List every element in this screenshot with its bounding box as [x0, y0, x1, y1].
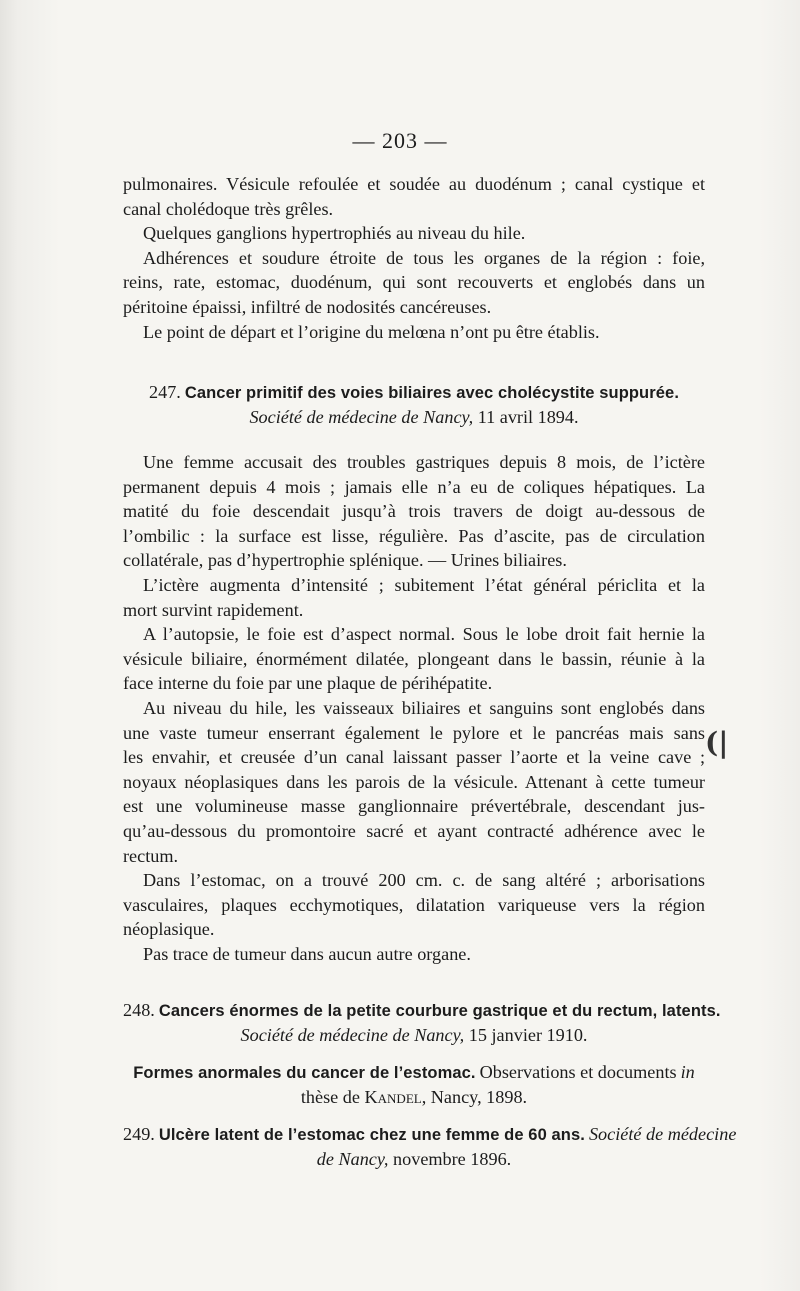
- text-line: mort survint rapidement.: [123, 599, 304, 620]
- page-number: — 203 —: [352, 128, 448, 153]
- case-number: 248.: [123, 1000, 155, 1020]
- formes-heading: [123, 1060, 705, 1109]
- text-line: face interne du foie par une plaque de périhépatite.: [123, 673, 493, 694]
- text-line: vésicule biliaire, énormément dilatée, plongeant dans le bassin, réunie à la: [123, 648, 705, 669]
- text-line: Une femme accusait des troubles gastriques depuis 8 mois, de l’ictère: [143, 452, 705, 472]
- case-date: novembre 1896.: [393, 1148, 512, 1169]
- text-line: Au niveau du hile, les vaisseaux biliaires et sanguins sont englobés dans: [143, 697, 705, 718]
- case-248-heading: [123, 998, 721, 1047]
- text-line: Quelques ganglions hypertrophiés au niveau du hile.: [143, 223, 526, 244]
- text-line: péritoine épaissi, infiltré de nodosités cancéreuses.: [123, 296, 492, 317]
- case-source-cont: de Nancy,: [316, 1148, 389, 1169]
- intro-paragraph: [123, 172, 705, 344]
- formes-in: in: [680, 1062, 695, 1082]
- text-line: canal cholédoque très grêles.: [123, 198, 334, 219]
- case-source: Société de médecine de Nancy,: [240, 1024, 465, 1045]
- text-line: noyaux néoplasiques dans les parois de la vésicule. Attenant à cette tumeur: [123, 771, 705, 792]
- text-line: L’ictère augmenta d’intensité ; subitement l’état général périclita et la: [143, 574, 705, 595]
- case-249-heading: [123, 1122, 737, 1171]
- these-prefix: thèse de: [300, 1086, 360, 1107]
- text-line: Le point de départ et l’origine du melœna n’ont pu être établis.: [143, 321, 600, 342]
- text-line: collatérale, pas d’hypertrophie splénique. — Urines biliaires.: [123, 550, 567, 571]
- text-line: est une volumineuse masse ganglionnaire prévertébrale, descendant jus-: [123, 796, 705, 817]
- formes-title: Formes anormales du cancer de l’estomac.: [133, 1064, 476, 1082]
- text-line: reins, rate, estomac, duodénum, qui sont recouverts et englobés dans un: [123, 272, 705, 293]
- text-line: vasculaires, plaques ecchymotiques, dilatation variqueuse vers la région: [123, 894, 705, 915]
- text-line: A l’autopsie, le foie est d’aspect normal. Sous le lobe droit fait hernie la: [143, 624, 705, 645]
- case-247-heading: [123, 380, 705, 429]
- case-date: 11 avril 1894.: [477, 406, 579, 427]
- text-line: Pas trace de tumeur dans aucun autre organe.: [143, 943, 471, 964]
- text-line: l’ombilic : la surface est lisse, régulière. Pas d’ascite, pas de circulation: [123, 525, 705, 546]
- case-247-body: [123, 450, 705, 966]
- these-suffix: , Nancy, 1898.: [421, 1086, 528, 1107]
- case-title: Ulcère latent de l’estomac chez une femme de 60 ans.: [158, 1126, 585, 1144]
- these-author: Kandel: [364, 1086, 422, 1107]
- case-title: Cancer primitif des voies biliaires avec cholécystite suppurée.: [184, 384, 679, 402]
- text-line: matité du foie descendait jusqu’à trois travers de doigt au-dessous de: [123, 501, 705, 522]
- text-line: néoplasique.: [123, 919, 215, 940]
- formes-rest: Observations et documents: [479, 1062, 677, 1082]
- text-line: permanent depuis 4 mois ; jamais elle n’a eu de coliques hépatiques. La: [123, 476, 705, 497]
- case-title: Cancers énormes de la petite courbure gastrique et du rectum, latents.: [158, 1002, 721, 1020]
- case-source: Société de médecine: [588, 1124, 737, 1144]
- margin-mark: (|: [705, 726, 729, 759]
- text-line: les envahir, et creusée d’un canal laissant passer l’aorte et la veine cave ;: [123, 747, 705, 768]
- text-line: Dans l’estomac, on a trouvé 200 cm. c. de sang altéré ; arborisations: [143, 870, 705, 891]
- case-source: Société de médecine de Nancy,: [249, 406, 474, 427]
- text-line: rectum.: [123, 845, 179, 866]
- text-line: pulmonaires. Vésicule refoulée et soudée au duodénum ; canal cystique et: [123, 174, 705, 194]
- text-line: qu’au-dessous du promontoire sacré et ayant contracté adhérence avec le: [123, 820, 705, 841]
- text-line: une vaste tumeur enserrant également le pylore et le pancréas mais sans: [123, 722, 705, 743]
- text-line: Adhérences et soudure étroite de tous les organes de la région : foie,: [143, 247, 705, 268]
- case-number: 249.: [123, 1124, 155, 1144]
- case-date: 15 janvier 1910.: [468, 1024, 588, 1045]
- case-number: 247.: [149, 382, 181, 402]
